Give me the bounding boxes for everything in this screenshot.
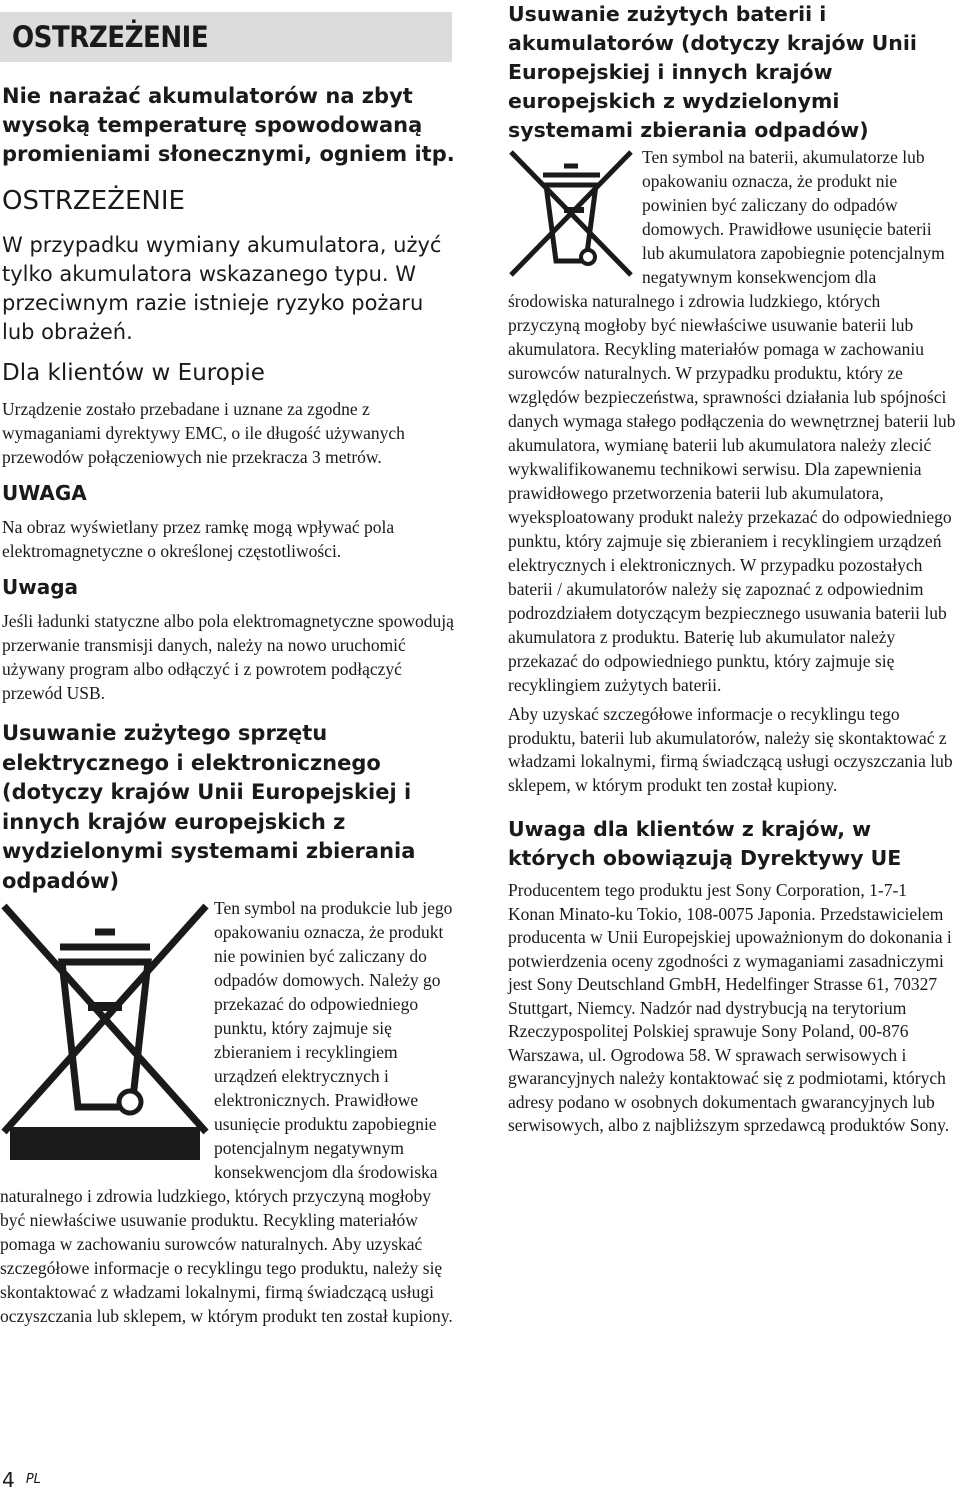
europe-heading: Dla klientów w Europie — [2, 360, 265, 386]
warning-banner: OSTRZEŻENIE — [0, 12, 452, 62]
battery-heading: Usuwanie zużytych baterii i akumulatorów (dotyczy krajów Unii Europejskiej i innych krajów europejskich z wydzielonymi systemami zbierania odpadów) — [508, 2, 917, 142]
page-footer — [2, 1468, 41, 1492]
europe-text: Urządzenie zostało przebadane i uznane za zgodne z wymaganiami dyrektywy EMC, o ile długość używanych przewodów połączeniowych nie przekracza 3 metrów. — [2, 399, 405, 467]
heat-warning: Nie narażać akumulatorów na zbyt wysoką temperaturę spowodowaną promieniami słonecznymi, ogniem itp. — [2, 84, 455, 166]
battery-replacement-warning: W przypadku wymiany akumulatora, użyć tylko akumulatora wskazanego typu. W przeciwnym razie istnieje ryzyko pożaru lub obrażeń. — [2, 233, 442, 344]
uwaga-caps-heading: UWAGA — [2, 481, 87, 505]
right-column — [508, 0, 956, 1138]
uwaga-caps-text: Na obraz wyświetlany przez ramkę mogą wpływać pola elektromagnetyczne o określonej częstotliwości. — [2, 517, 395, 561]
battery-section — [508, 145, 956, 697]
crossed-bin-battery-icon — [508, 149, 634, 279]
uwaga-heading: Uwaga — [2, 575, 79, 599]
battery-recycling-info: Aby uzyskać szczegółowe informacje o recyklingu tego produktu, baterii lub akumulatorów, należy się skontaktować z władzami lokalnymi, firmą świadczącą usługi oczyszczania lub sklepem, w którym produkt ten został kupiony. — [508, 704, 953, 795]
weee-section — [0, 896, 456, 1328]
weee-text: Ten symbol na produkcie lub jego opakowaniu oznacza, że produkt nie powinien być zaliczany do odpadów domowych. Należy go przekazać do odpowiedniego punktu, który zajmuje się zbieraniem i recyklingiem urządzeń elektrycznych i elektronicznych. Prawidłowe usunięcie produktu zapobiegnie potencjalnym negatywnym konsekwencjom dla środowiska naturalnego i zdrowia ludzkiego, których przyczyną mogłoby być niewłaściwe usuwanie produktu. Recykling materiałów pomaga w zachowaniu surowców naturalnych. Aby uzyskać szczegółowe informacje o recyklingu tego produktu, należy się skontaktować z władzami lokalnymi, firmą świadczącą usługi oczyszczania lub sklepem, w którym produkt ten został kupiony. — [0, 898, 453, 1326]
page-number: 4 — [2, 1468, 15, 1492]
uwaga-text: Jeśli ładunki statyczne albo pola elektromagnetyczne spowodują przerwanie transmisji danych, należy na nowo uruchomić używany program albo odłączyć i z powrotem podłączyć przewód USB. — [2, 611, 454, 703]
language-code: PL — [25, 1472, 41, 1487]
weee-heading: Usuwanie zużytego sprzętu elektrycznego i elektronicznego (dotyczy krajów Unii Europejskiej i innych krajów europejskich z wydzielonymi systemami zbierania odpadów) — [2, 721, 416, 893]
eu-directive-text: Producentem tego produktu jest Sony Corporation, 1-7-1 Konan Minato-ku Tokio, 108-0075 Japonia. Przedstawicielem producenta w Unii Europejskiej upoważnionym do dokonania i potwierdzenia oceny zgodności z wymaganiami zasadniczymi jest Sony Deutschland GmbH, Hedelfinger Strasse 61, 70327 Stuttgart, Niemcy. Nadzór nad dystrybucją na terytorium Rzeczypospolitej Polskiej sprawuje Sony Poland, 00-876 Warszawa, ul. Ogrodowa 58. W sprawach serwisowych i gwarancyjnych należy kontaktować się z podmiotami, których adresy podano w osobnych dokumentach gwarancyjnych lub serwisowych, albo z najbliższym sprzedawcą produktów Sony. — [508, 880, 952, 1135]
eu-directive-heading: Uwaga dla klientów z krajów, w których obowiązują Dyrektywy UE — [508, 817, 902, 870]
warning-heading: OSTRZEŻENIE — [2, 186, 185, 216]
battery-text: Ten symbol na baterii, akumulatorze lub opakowaniu oznacza, że produkt nie powinien być zaliczany do odpadów domowych. Prawidłowe usunięcie baterii lub akumulatora zapobiegnie potencjalnym negatywnym konsekwencjom dla środowiska naturalnego i zdrowia ludzkiego, których przyczyną mogłoby być niewłaściwe usuwanie baterii lub akumulatora. Recykling materiałów pomaga w zachowaniu surowców naturalnych. W przypadku produktu, który ze względów bezpieczeństwa, sprawności działania lub spójności danych wymaga stałego podłączenia do wewnętrznej baterii lub akumulatora, wymianę baterii lub akumulatora należy zlecić wykwalifikowanemu technikowi serwisu. Dla zapewnienia prawidłowego przetworzenia baterii lub akumulatora, wyeksploatowany produkt należy przekazać do odpowiedniego punktu, który zajmuje się zbieraniem i recyklingiem urządzeń elektrycznych i elektronicznych. W przypadku pozostałych baterii / akumulatorów należy się zapoznać z odpowiednim podrozdziałem dotyczącym bezpiecznego usuwania baterii lub akumulatora z produktu. Baterię lub akumulator należy przekazać do odpowiedniego punktu, który zajmuje się recyklingiem zużytych baterii. — [508, 147, 956, 695]
left-column — [0, 0, 456, 1328]
crossed-bin-icon — [0, 902, 210, 1162]
